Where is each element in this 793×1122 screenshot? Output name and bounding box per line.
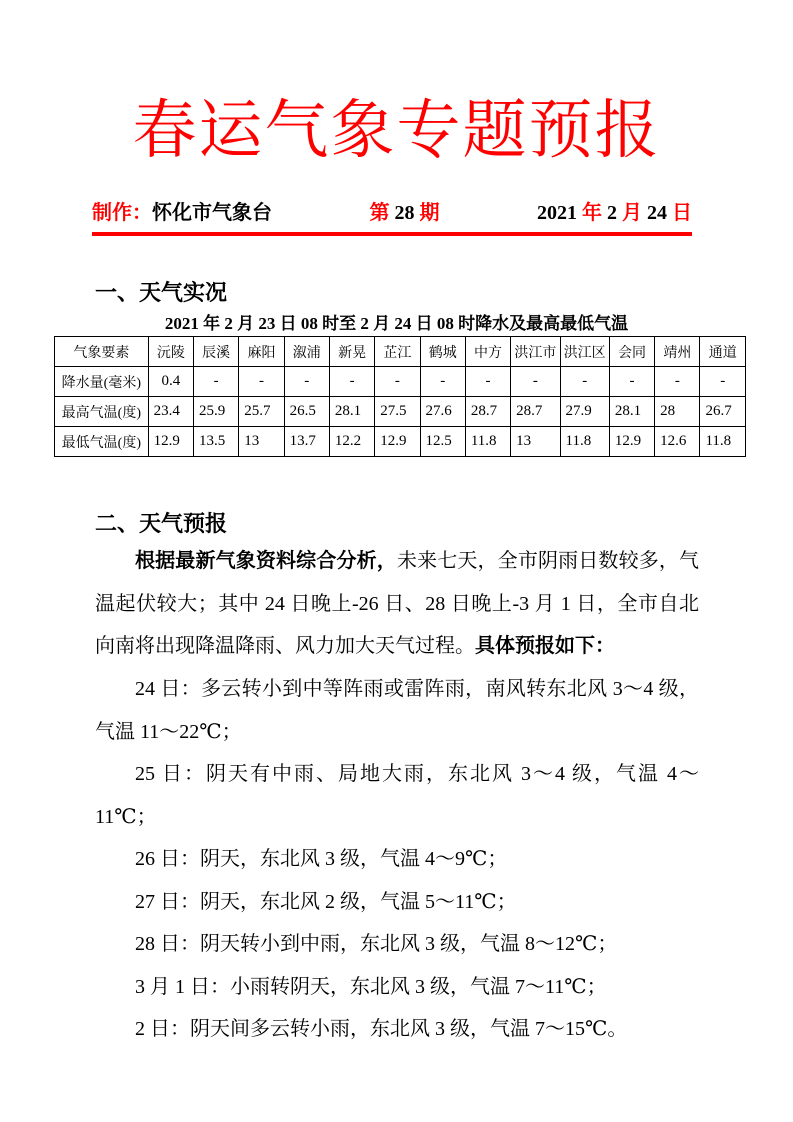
cell-value: - (511, 367, 560, 397)
date-day: 24 (647, 202, 667, 224)
cell-value: 28.7 (465, 397, 510, 427)
section1-heading: 一、天气实况 (95, 280, 228, 305)
producer-field (92, 196, 272, 230)
producer-value: 怀化市气象台 (152, 202, 272, 224)
cell-value: - (193, 367, 238, 397)
cell-value: 25.9 (193, 397, 238, 427)
issue-suffix: 期 (419, 202, 440, 224)
intro-text (95, 540, 699, 668)
observation-table (54, 336, 746, 457)
date-day-unit: 日 (672, 202, 692, 224)
table-row-max-temp (55, 397, 746, 427)
date-month: 2 (607, 202, 617, 224)
row-label: 最低气温(度) (55, 427, 149, 457)
column-header: 新晃 (329, 337, 374, 367)
cell-value: - (284, 367, 329, 397)
cell-value: - (329, 367, 374, 397)
date-month-unit: 月 (622, 202, 642, 224)
date-year: 2021 (537, 202, 577, 224)
cell-value: 13.5 (193, 427, 238, 457)
table-row-precipitation (55, 367, 746, 397)
issue-prefix: 第 (369, 202, 390, 224)
cell-value: 12.9 (148, 427, 193, 457)
forecast-line-day28: 28 日：阴天转小到中雨，东北风 3 级，气温 8～12℃； (135, 933, 618, 955)
row-label: 最高气温(度) (55, 397, 149, 427)
forecast-line-day26: 26 日：阴天，东北风 3 级，气温 4～9℃； (135, 848, 508, 870)
cell-value: - (560, 367, 609, 397)
date-year-unit: 年 (582, 202, 602, 224)
cell-value: 26.5 (284, 397, 329, 427)
cell-value: 12.5 (420, 427, 465, 457)
cell-value: - (700, 367, 746, 397)
cell-value: 27.6 (420, 397, 465, 427)
issue-number (370, 196, 440, 230)
column-header: 气象要素 (55, 337, 149, 367)
cell-value: 11.8 (700, 427, 746, 457)
column-header: 会同 (609, 337, 654, 367)
cell-value: 12.6 (655, 427, 700, 457)
cell-value: 12.9 (609, 427, 654, 457)
column-header: 沅陵 (148, 337, 193, 367)
section2-heading: 二、天气预报 (95, 511, 228, 536)
cell-value: 23.4 (148, 397, 193, 427)
cell-value: 0.4 (148, 367, 193, 397)
column-header: 靖州 (655, 337, 700, 367)
column-header: 洪江市 (511, 337, 560, 367)
cell-value: 12.2 (329, 427, 374, 457)
issue-value: 28 (394, 202, 415, 224)
cell-value: 11.8 (560, 427, 609, 457)
cell-value: 26.7 (700, 397, 746, 427)
cell-value: 27.5 (375, 397, 420, 427)
column-header: 溆浦 (284, 337, 329, 367)
intro-lead-bold: 根据最新气象资料综合分析， (135, 550, 397, 572)
forecast-line-day25: 25 日：阴天有中雨、局地大雨，东北风 3～4 级，气温 4～11℃； (95, 763, 699, 828)
column-header: 鹤城 (420, 337, 465, 367)
table-row-min-temp (55, 427, 746, 457)
daily-forecast-list (95, 668, 699, 1051)
cell-value: 28.1 (329, 397, 374, 427)
column-header: 芷江 (375, 337, 420, 367)
cell-value: 13.7 (284, 427, 329, 457)
column-header: 通道 (700, 337, 746, 367)
forecast-line-mar1: 3 月 1 日：小雨转阴天，东北风 3 级，气温 7～11℃； (135, 975, 607, 998)
cell-value: 28.7 (511, 397, 560, 427)
masthead-divider-rule (92, 232, 692, 236)
column-header: 辰溪 (193, 337, 238, 367)
cell-value: 12.9 (375, 427, 420, 457)
cell-value: - (655, 367, 700, 397)
row-label: 降水量(毫米) (55, 367, 149, 397)
cell-value: - (375, 367, 420, 397)
cell-value: 13 (239, 427, 284, 457)
column-header: 麻阳 (239, 337, 284, 367)
cell-value: - (465, 367, 510, 397)
column-header: 中方 (465, 337, 510, 367)
observation-table-title: 2021 年 2 月 23 日 08 时至 2 月 24 日 08 时降水及最高最低气温 (164, 314, 629, 333)
intro-body-text: 未来七天，全市阴雨日数较多，气温起伏较大；其中 24 日晚上-26 日、28 日晚上-3 月 1 日，全市自北向南将出现降温降雨、风力加大天气过程。 (95, 550, 700, 657)
issue-date (537, 196, 692, 230)
cell-value: - (239, 367, 284, 397)
cell-value: 28 (655, 397, 700, 427)
cell-value: 13 (511, 427, 560, 457)
masthead (92, 196, 692, 230)
intro-tail-bold: 具体预报如下： (475, 635, 615, 657)
forecast-line-day24: 24 日：多云转小到中等阵雨或雷阵雨，南风转东北风 3～4 级，气温 11～22℃； (95, 678, 699, 743)
cell-value: - (420, 367, 465, 397)
cell-value: 25.7 (239, 397, 284, 427)
cell-value: 11.8 (465, 427, 510, 457)
cell-value: 28.1 (609, 397, 654, 427)
column-header: 洪江区 (560, 337, 609, 367)
document-title: 春运气象专题预报 (132, 95, 661, 166)
producer-label: 制作： (92, 202, 152, 224)
forecast-line-day27: 27 日：阴天，东北风 2 级，气温 5～11℃； (135, 890, 517, 913)
table-header-row (55, 337, 746, 367)
forecast-line-mar2: 2 日：阴天间多云转小雨，东北风 3 级，气温 7～15℃。 (135, 1018, 628, 1040)
cell-value: 27.9 (560, 397, 609, 427)
cell-value: - (609, 367, 654, 397)
forecast-intro-paragraph (95, 540, 699, 668)
